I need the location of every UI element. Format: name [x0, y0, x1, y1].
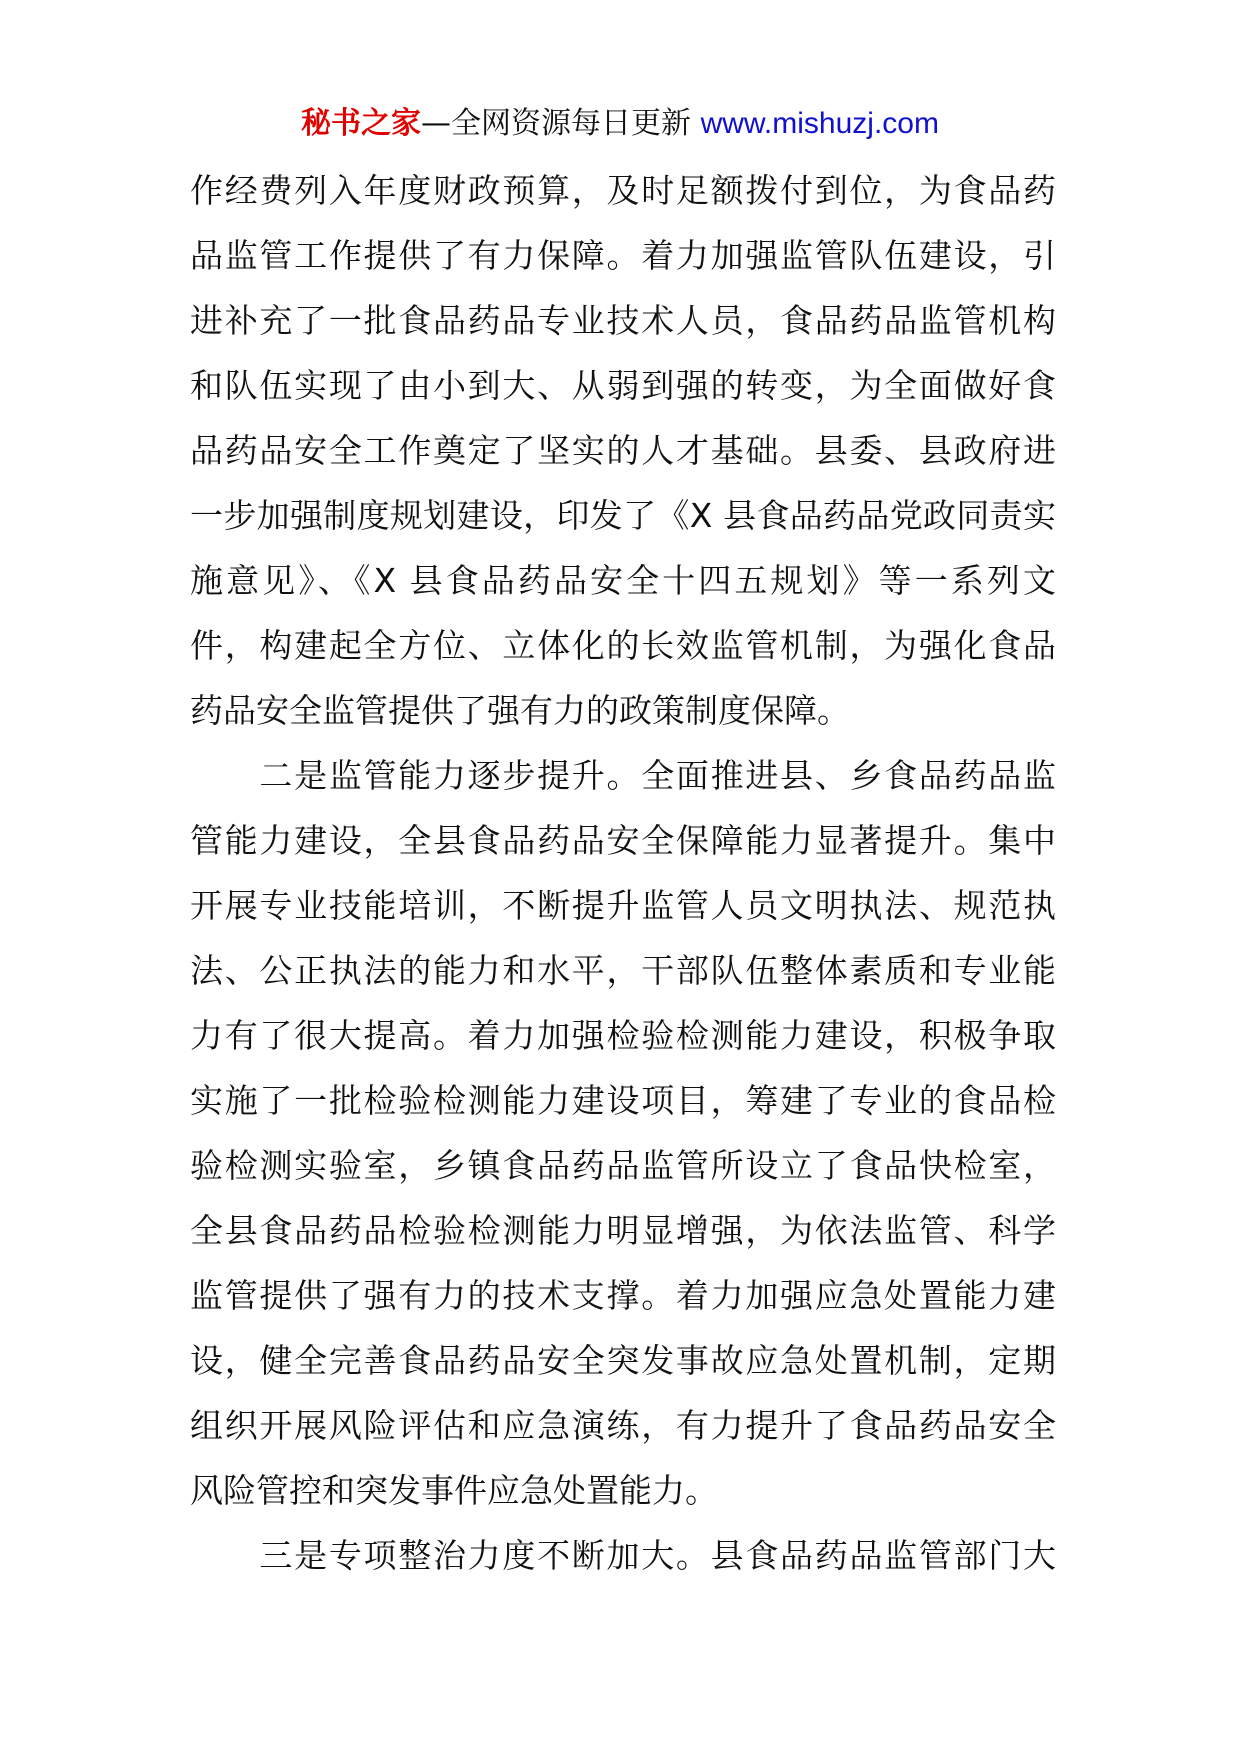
text-line: 品监管工作提供了有力保障。着力加强监管队伍建设，引	[190, 236, 1056, 275]
brand-name: 秘书之家	[301, 106, 422, 141]
text-line: 作经费列入年度财政预算，及时足额拨付到位，为食品药	[190, 171, 1056, 210]
text-line: 法、公正执法的能力和水平，干部队伍整体素质和专业能	[190, 951, 1056, 990]
text-line: 力有了很大提高。着力加强检验检测能力建设，积极争取	[190, 1016, 1056, 1055]
text-line: 开展专业技能培训，不断提升监管人员文明执法、规范执	[190, 886, 1056, 925]
text-line: 验检测实验室，乡镇食品药品监管所设立了食品快检室，	[190, 1146, 1056, 1185]
text-line: 施意见》、《X 县食品药品安全十四五规划》等一系列文	[190, 561, 1056, 600]
text-line: 药品安全监管提供了强有力的政策制度保障。	[190, 691, 850, 730]
text-line: 组织开展风险评估和应急演练，有力提升了食品药品安全	[190, 1406, 1056, 1445]
text-line: 设，健全完善食品药品安全突发事故应急处置机制，定期	[190, 1341, 1056, 1380]
site-url: www.mishuzj.com	[700, 107, 939, 140]
text-line: 品药品安全工作奠定了坚实的人才基础。县委、县政府进	[190, 431, 1056, 470]
header-slogan: —全网资源每日更新	[421, 106, 692, 141]
text-line: 进补充了一批食品药品专业技术人员，食品药品监管机构	[190, 301, 1056, 340]
text-line: 监管提供了强有力的技术支撑。着力加强应急处置能力建	[190, 1276, 1056, 1315]
site-header	[0, 104, 1240, 144]
text-line: 风险管控和突发事件应急处置能力。	[190, 1471, 718, 1510]
text-line: 三是专项整治力度不断加大。县食品药品监管部门大	[190, 1536, 1056, 1575]
text-line: 件，构建起全方位、立体化的长效监管机制，为强化食品	[190, 626, 1056, 665]
text-line: 二是监管能力逐步提升。全面推进县、乡食品药品监	[190, 756, 1056, 795]
text-line: 管能力建设，全县食品药品安全保障能力显著提升。集中	[190, 821, 1056, 860]
text-line: 实施了一批检验检测能力建设项目，筹建了专业的食品检	[190, 1081, 1056, 1120]
text-line: 全县食品药品检验检测能力明显增强，为依法监管、科学	[190, 1211, 1056, 1250]
text-line: 和队伍实现了由小到大、从弱到强的转变，为全面做好食	[190, 366, 1056, 405]
document-body	[190, 158, 1056, 1588]
text-line: 一步加强制度规划建设，印发了《X 县食品药品党政同责实	[190, 496, 1056, 535]
